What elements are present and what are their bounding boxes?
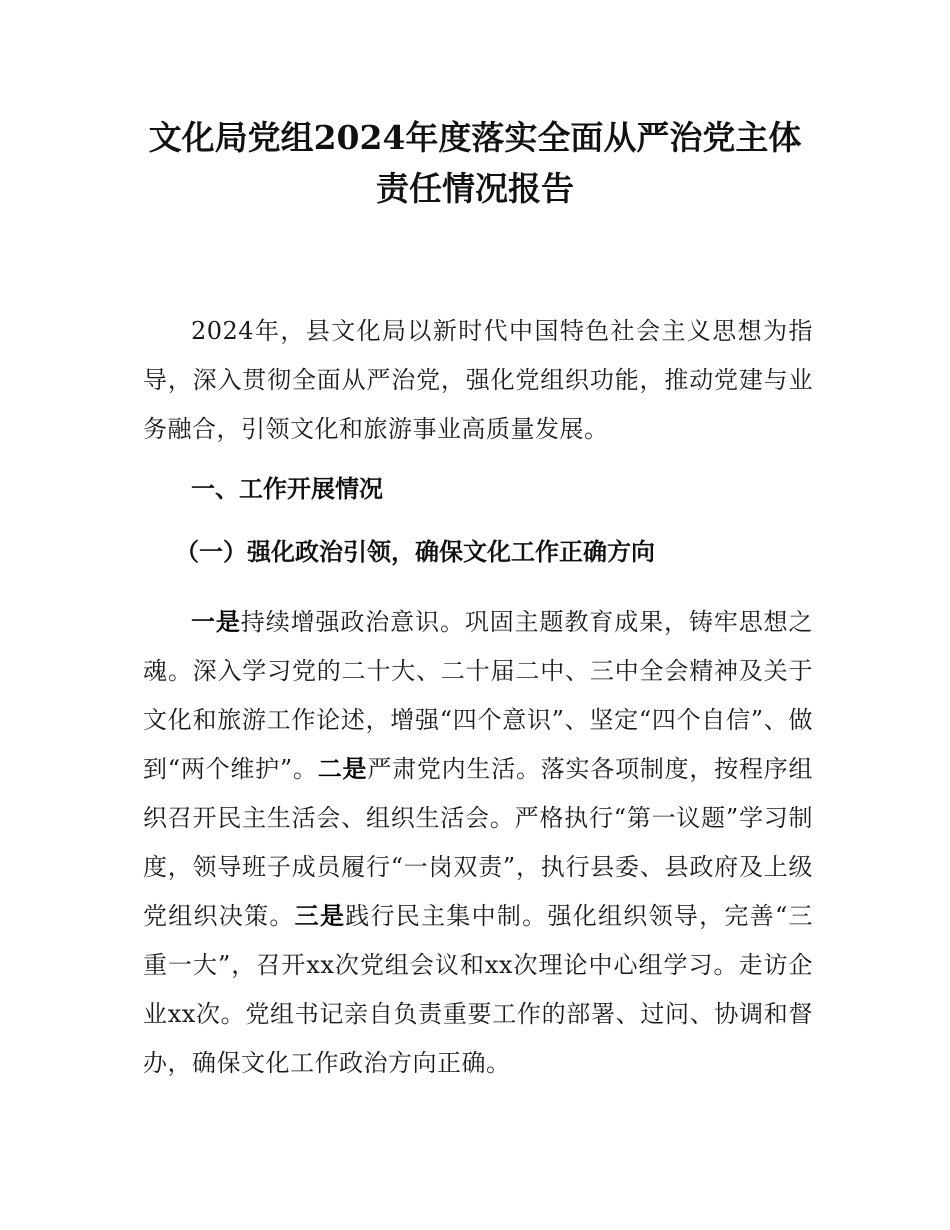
section-heading: 一、工作开展情况 bbox=[191, 475, 383, 503]
point-lead-2: 二是 bbox=[317, 755, 368, 783]
point-lead-1: 一是 bbox=[191, 608, 241, 636]
subsection-heading: （一）强化政治引领，确保文化工作正确方向 bbox=[175, 538, 655, 566]
point-text-3: 践行民主集中制。强化组织领导，完善“三重一大”，召开xx次党组会议和xx次理论中心组学习。走访企业xx次。党组书记亲自负责重要工作的部署、过问、协调和督办，确保文化工作政治方向正确。 bbox=[143, 902, 814, 1077]
point-text-1: 持续增强政治意识。巩固主题教育成果，铸牢思想之魂。深入学习党的二十大、二十届二中、三中全会精神及关于文化和旅游工作论述，增强“四个意识”、坚定“四个自信”、做到“两个维护”。 bbox=[143, 608, 814, 783]
intro-paragraph: 2024年，县文化局以新时代中国特色社会主义思想为指导，深入贯彻全面从严治党，强化党组织功能，推动党建与业务融合，引领文化和旅游事业高质量发展。 bbox=[143, 317, 813, 443]
point-lead-3: 三是 bbox=[294, 902, 346, 930]
title-line-1: 文化局党组2024年度落实全面从严治党主体 bbox=[148, 118, 802, 157]
body-paragraph bbox=[143, 598, 813, 1088]
point-text-2: 严肃党内生活。落实各项制度，按程序组织召开民主生活会、组织生活会。严格执行“第一议题”学习制度，领导班子成员履行“一岗双责”，执行县委、县政府及上级党组织决策。 bbox=[143, 755, 814, 930]
title-line-2: 责任情况报告 bbox=[376, 169, 574, 208]
document-title bbox=[100, 112, 850, 214]
